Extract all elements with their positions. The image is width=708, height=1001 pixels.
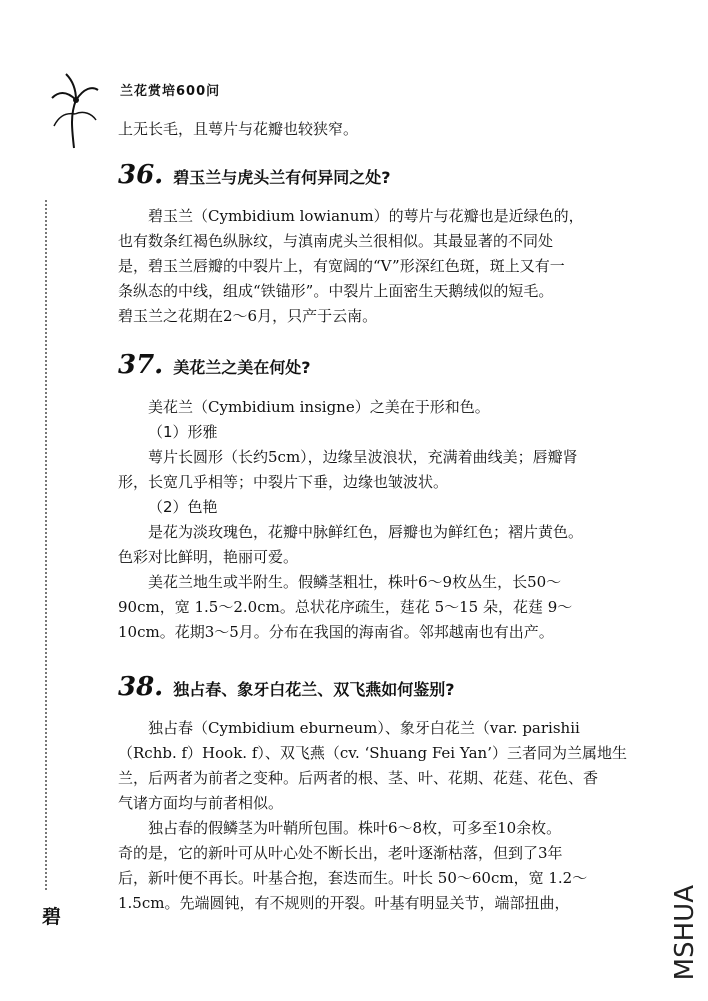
body-line: 10cm。花期3～5月。分布在我国的海南省。邻邦越南也有出产。 xyxy=(118,623,554,641)
margin-dotted-rule xyxy=(45,200,47,890)
section-heading xyxy=(118,160,391,190)
watermark: MSHUA xyxy=(670,885,700,981)
subheading: （2）色艳 xyxy=(148,498,218,516)
body-line: 上无长毛，且萼片与花瓣也较狭窄。 xyxy=(118,120,359,138)
section-number: 36. xyxy=(118,160,164,190)
body-line: 美花兰地生或半附生。假鳞茎粗壮，株叶6～9枚丛生，长50～ xyxy=(148,573,562,591)
section-body xyxy=(118,716,678,916)
body-line: 90cm，宽 1.5～2.0cm。总状花序疏生，莛花 5～15 朵，花莛 9～ xyxy=(118,598,573,616)
section-title: 独占春、象牙白花兰、双飞燕如何鉴别? xyxy=(173,680,455,699)
body-line: 碧玉兰（Cymbidium lowianum）的萼片与花瓣也是近绿色的， xyxy=(148,207,584,225)
body-line: 独占春的假鳞茎为叶鞘所包围。株叶6～8枚，可多至10余枚。 xyxy=(148,819,562,837)
body-line: 兰，后两者为前者之变种。后两者的根、茎、叶、花期、花莛、花色、香 xyxy=(118,769,599,787)
body-line: 是花为淡玫瑰色，花瓣中脉鲜红色，唇瓣也为鲜红色；褶片黄色。 xyxy=(148,523,584,541)
body-line: 后，新叶便不再长。叶基合抱，套迭而生。叶长 50～60cm，宽 1.2～ xyxy=(118,869,588,887)
body-line: 也有数条红褐色纵脉纹，与滇南虎头兰很相似。其最显著的不同处 xyxy=(118,232,554,250)
section-heading xyxy=(118,350,311,380)
subheading: （1）形雅 xyxy=(148,423,218,441)
section-title: 碧玉兰与虎头兰有何异同之处? xyxy=(173,168,391,187)
body-line: （Rchb. f）Hook. f）、双飞燕（cv. ‘Shuang Fei Yan’）三者同为兰属地生 xyxy=(118,744,627,762)
body-line: 1.5cm。先端圆钝，有不规则的开裂。叶基有明显关节，端部扭曲， xyxy=(118,894,570,912)
body-line: 萼片长圆形（长约5cm），边缘呈波浪状，充满着曲线美；唇瓣肾 xyxy=(148,448,578,466)
body-line: 色彩对比鲜明，艳丽可爱。 xyxy=(118,548,299,566)
section-title: 美花兰之美在何处? xyxy=(173,358,311,377)
body-line: 奇的是，它的新叶可从叶心处不断长出，老叶逐渐枯落，但到了3年 xyxy=(118,844,563,862)
side-thumb-character: 碧 xyxy=(42,906,62,928)
orchid-ornament-icon xyxy=(46,70,102,150)
section-body xyxy=(118,395,678,645)
section-body xyxy=(118,204,678,329)
section-number: 38. xyxy=(118,672,164,702)
body-line: 气诸方面均与前者相似。 xyxy=(118,794,284,812)
body-line: 条纵态的中线，组成“铁锚形”。中裂片上面密生天鹅绒似的短毛。 xyxy=(118,282,554,300)
body-line: 是，碧玉兰唇瓣的中裂片上，有宽阔的“V”形深红色斑，斑上又有一 xyxy=(118,257,565,275)
section-heading xyxy=(118,672,455,702)
body-line: 美花兰（Cymbidium insigne）之美在于形和色。 xyxy=(148,398,490,416)
body-line: 碧玉兰之花期在2～6月，只产于云南。 xyxy=(118,307,378,325)
body-line: 形，长宽几乎相等；中裂片下垂，边缘也皱波状。 xyxy=(118,473,449,491)
intro-paragraph xyxy=(118,117,678,142)
body-line: 独占春（Cymbidium eburneum）、象牙白花兰（var. parishii xyxy=(148,719,580,737)
section-number: 37. xyxy=(118,350,164,380)
running-head: 兰花赏培600问 xyxy=(120,84,221,99)
